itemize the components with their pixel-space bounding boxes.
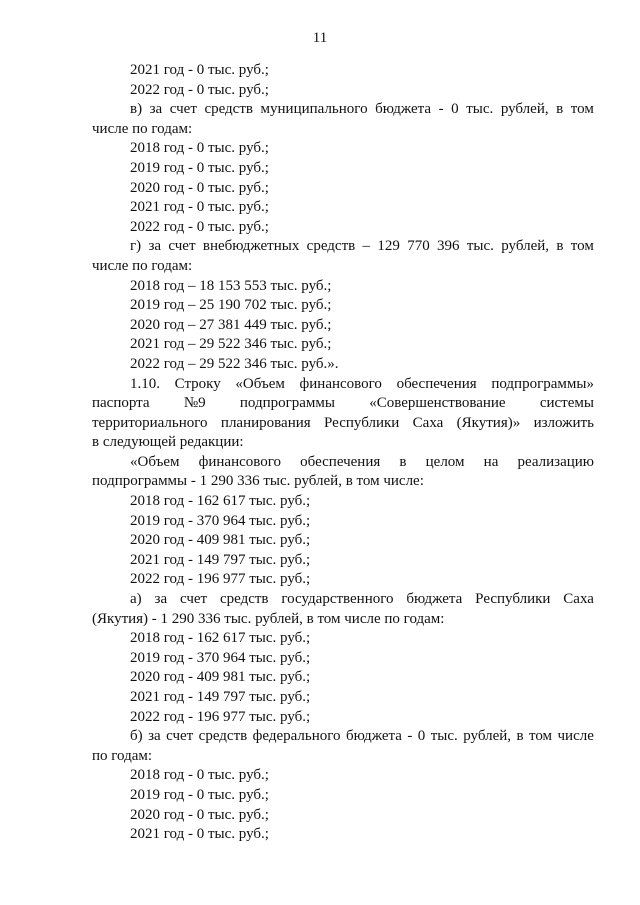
text-line: 2019 год - 370 964 тыс. руб.; [130, 512, 311, 529]
text-line: 2021 год - 149 797 тыс. руб.; [130, 689, 311, 705]
text-line: г) за счет внебюджетных средств – 129 770 396 тыс. рублей, в том [130, 238, 594, 255]
text-line: 2018 год - 162 617 тыс. руб.; [130, 493, 311, 510]
text-line: 2019 год – 25 190 702 тыс. руб.; [130, 297, 332, 314]
text-line: 2020 год - 0 тыс. руб.; [130, 179, 269, 196]
text-line: 2021 год - 0 тыс. руб.; [130, 62, 269, 78]
text-line: 2020 год – 27 381 449 тыс. руб.; [130, 316, 332, 333]
text-line: б) за счет средств федерального бюджета - 0 тыс. рублей, в том числе [130, 728, 594, 745]
text-line: числе по годам: [92, 120, 193, 137]
text-line: 2022 год - 196 977 тыс. руб.; [130, 571, 311, 588]
text-line: а) за счет средств государственного бюджета Республики Саха [130, 591, 594, 608]
text-line: 1.10. Строку «Объем финансового обеспечения подпрограммы» [130, 375, 594, 392]
text-line: подпрограммы - 1 290 336 тыс. рублей, в том числе: [92, 473, 424, 490]
text-line: 2018 год - 0 тыс. руб.; [130, 767, 269, 784]
text-line: 2020 год - 409 981 тыс. руб.; [130, 669, 311, 686]
text-line: 2022 год - 0 тыс. руб.; [130, 218, 269, 235]
text-line: территориального планирования Республики Саха (Якутия)» изложить [92, 414, 594, 431]
text-line: 2020 год - 0 тыс. руб.; [130, 806, 269, 823]
text-line: 2022 год - 196 977 тыс. руб.; [130, 708, 311, 725]
text-line: 2019 год - 0 тыс. руб.; [130, 159, 269, 176]
text-line: в) за счет средств муниципального бюджета - 0 тыс. рублей, в том [130, 101, 594, 118]
text-line: 2019 год - 0 тыс. руб.; [130, 786, 269, 803]
text-line: в следующей редакции: [92, 434, 244, 451]
text-line: «Объем финансового обеспечения в целом на реализацию [130, 453, 594, 470]
document-body [92, 61, 594, 845]
text-line: 2018 год - 162 617 тыс. руб.; [130, 630, 311, 647]
text-line: 2022 год – 29 522 346 тыс. руб.». [130, 355, 339, 372]
text-line: паспорта №9 подпрограммы «Совершенствование системы [92, 395, 594, 412]
text-line: 2018 год – 18 153 553 тыс. руб.; [130, 277, 332, 294]
text-line: числе по годам: [92, 257, 193, 274]
text-line: 2018 год - 0 тыс. руб.; [130, 140, 269, 157]
text-line: 2020 год - 409 981 тыс. руб.; [130, 532, 311, 549]
text-line: 2022 год - 0 тыс. руб.; [130, 81, 269, 98]
text-line: 2021 год – 29 522 346 тыс. руб.; [130, 336, 332, 353]
text-line: 2019 год - 370 964 тыс. руб.; [130, 649, 311, 666]
text-line: 2021 год - 0 тыс. руб.; [130, 199, 269, 216]
page-number: 11 [312, 30, 328, 46]
text-line: 2021 год - 0 тыс. руб.; [130, 826, 269, 843]
text-line: (Якутия) - 1 290 336 тыс. рублей, в том числе по годам: [92, 610, 445, 627]
text-line: 2021 год - 149 797 тыс. руб.; [130, 551, 311, 568]
text-line: по годам: [92, 747, 153, 764]
